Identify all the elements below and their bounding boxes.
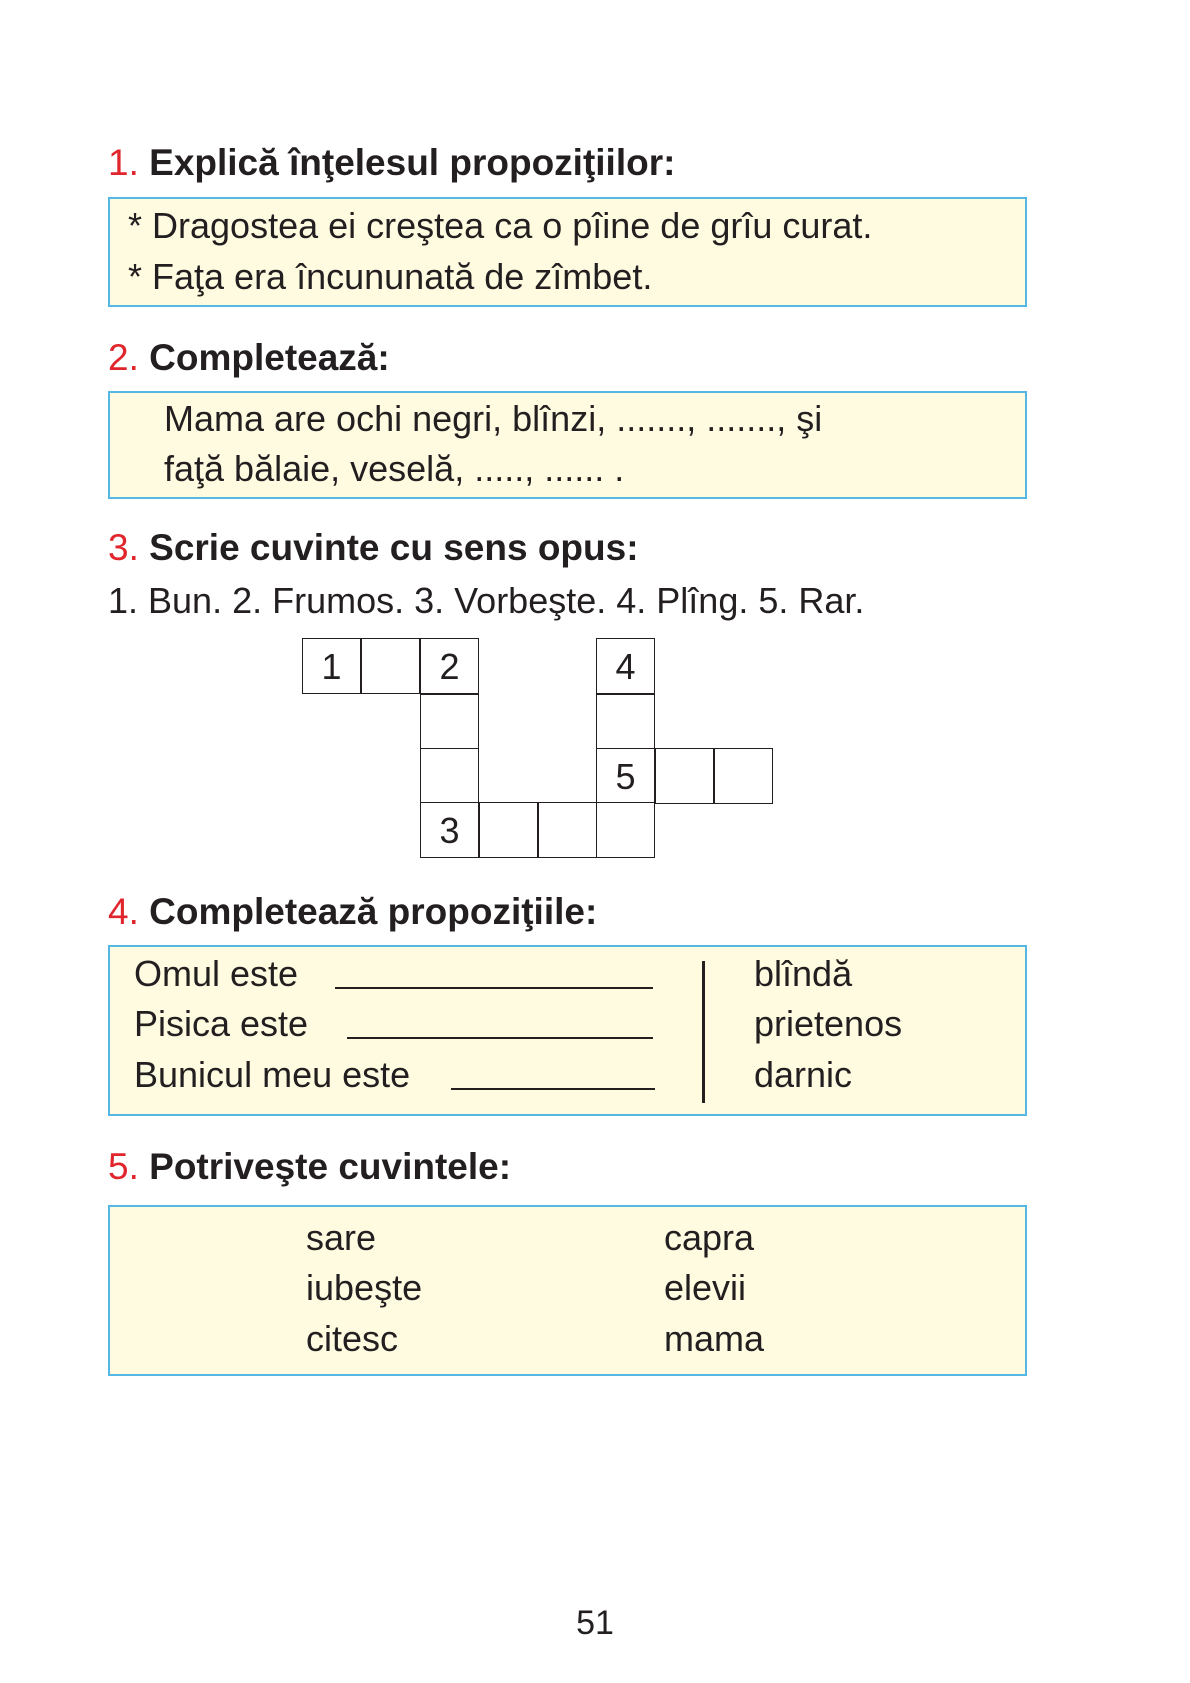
exercise-4-sentence: Omul este xyxy=(134,953,299,994)
exercise-2-text-line: faţă bălaie, veselă, ....., ...... . xyxy=(164,448,625,489)
exercise-1-number: 1. xyxy=(108,142,139,183)
exercise-4-word: darnic xyxy=(754,1054,853,1095)
exercise-4-word: blîndă xyxy=(754,953,853,994)
exercise-4-sentence: Pisica este xyxy=(134,1003,309,1044)
crossword-clue-number: 1 xyxy=(321,646,342,687)
crossword-cell[interactable] xyxy=(302,638,361,694)
exercise-5-number: 5. xyxy=(108,1146,139,1187)
exercise-2-title: Completează: xyxy=(149,337,390,378)
exercise-4-box xyxy=(108,945,1027,1116)
crossword-cell[interactable] xyxy=(596,694,655,750)
crossword-cell[interactable] xyxy=(714,748,773,804)
exercise-3-title: Scrie cuvinte cu sens opus: xyxy=(149,527,639,568)
crossword-cell[interactable] xyxy=(538,802,597,858)
page-number: 51 xyxy=(576,1604,614,1642)
crossword-cell[interactable] xyxy=(420,638,479,694)
crossword-cell[interactable] xyxy=(361,638,420,694)
exercise-5-heading xyxy=(108,1145,511,1189)
exercise-4-word: prietenos xyxy=(754,1003,903,1044)
exercise-5-left-word[interactable]: iubeşte xyxy=(306,1267,423,1308)
crossword-cell[interactable] xyxy=(420,694,479,750)
exercise-4-title: Completează propoziţiile: xyxy=(149,891,598,932)
crossword-cell[interactable] xyxy=(420,802,479,858)
exercise-5-right-word[interactable]: elevii xyxy=(664,1267,747,1308)
exercise-5-left-word[interactable]: citesc xyxy=(306,1318,399,1359)
exercise-5-title: Potriveşte cuvintele: xyxy=(149,1146,512,1187)
exercise-2-text-line: Mama are ochi negri, blînzi, ......., ......., şi xyxy=(164,398,823,439)
exercise-4-number: 4. xyxy=(108,891,139,932)
crossword-cell[interactable] xyxy=(596,748,655,804)
exercise-3-clues: 1. Bun. 2. Frumos. 3. Vorbeşte. 4. Plîng. 5. Rar. xyxy=(108,580,865,621)
exercise-1-sentence: * Dragostea ei creştea ca o pîine de grîu curat. xyxy=(128,205,873,246)
answer-blank-line[interactable] xyxy=(451,1088,655,1090)
crossword-clue-number: 4 xyxy=(615,646,636,687)
exercise-2-number: 2. xyxy=(108,337,139,378)
exercise-4-heading xyxy=(108,890,597,934)
exercise-5-box xyxy=(108,1205,1027,1376)
crossword-clue-number: 3 xyxy=(439,810,460,851)
exercise-5-right-word[interactable]: capra xyxy=(664,1217,755,1258)
exercise-4-sentence: Bunicul meu este xyxy=(134,1054,411,1095)
crossword-cell[interactable] xyxy=(479,802,538,858)
exercise-1-sentence: * Faţa era încununată de zîmbet. xyxy=(128,256,653,297)
crossword-clue-number: 2 xyxy=(439,646,460,687)
crossword-clue-number: 5 xyxy=(615,756,636,797)
exercise-1-title: Explică înţelesul propoziţiilor: xyxy=(149,142,676,183)
exercise-3-number: 3. xyxy=(108,527,139,568)
answer-blank-line[interactable] xyxy=(347,1037,653,1039)
crossword-cell[interactable] xyxy=(596,638,655,694)
crossword-cell[interactable] xyxy=(596,802,655,858)
crossword-cell[interactable] xyxy=(420,748,479,804)
answer-blank-line[interactable] xyxy=(335,987,653,989)
crossword-cell[interactable] xyxy=(655,748,714,804)
exercise-5-left-word[interactable]: sare xyxy=(306,1217,377,1258)
exercise-5-right-word[interactable]: mama xyxy=(664,1318,765,1359)
column-divider xyxy=(702,961,705,1103)
